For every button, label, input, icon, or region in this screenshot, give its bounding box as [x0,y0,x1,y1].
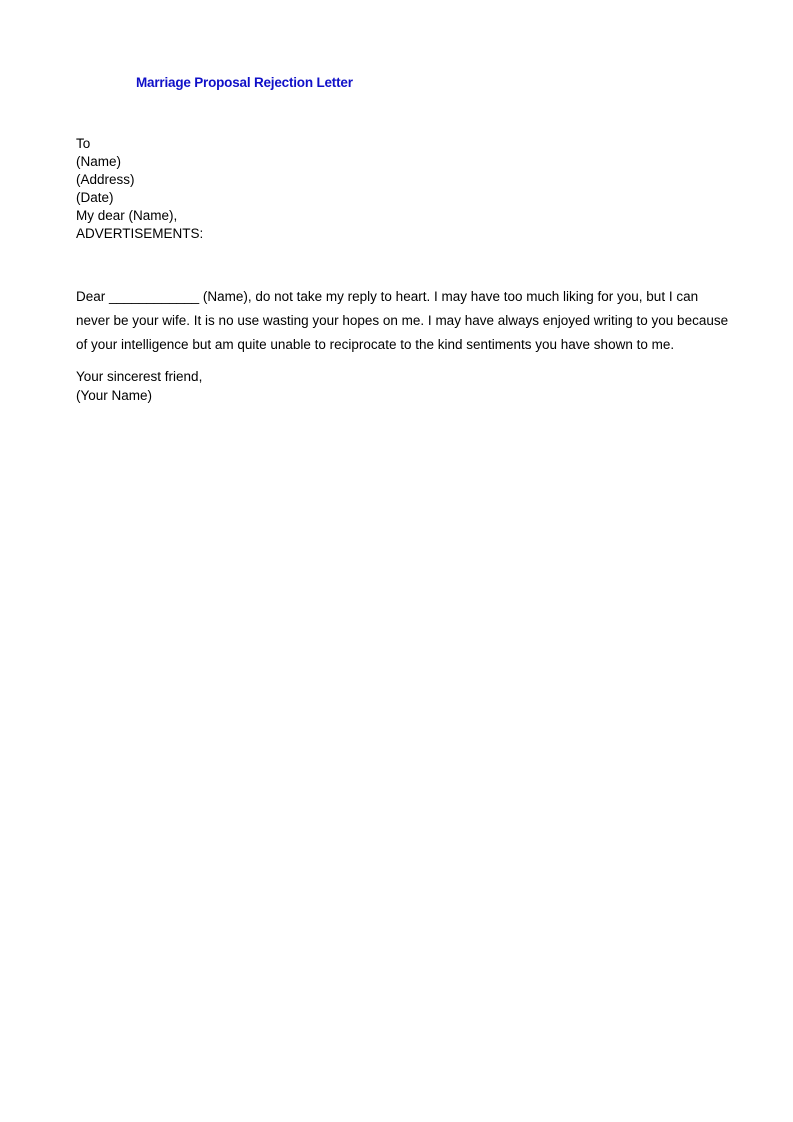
letter-title: Marriage Proposal Rejection Letter [136,75,353,90]
address-line-date: (Date) [76,190,114,205]
address-line-to: To [76,136,91,151]
advertisements-label: ADVERTISEMENTS: [76,226,204,241]
body-line: never be your wife. It is no use wasting your hopes on me. I may have always enjoyed writing to you because [76,313,729,328]
salutation: My dear (Name), [76,208,178,223]
letter-body [76,285,729,357]
letter-closing [76,367,202,405]
signature-name: (Your Name) [76,388,153,403]
address-line-address: (Address) [76,172,135,187]
closing-phrase: Your sincerest friend, [76,369,203,384]
body-line: of your intelligence but am quite unable to reciprocate to the kind sentiments you have shown to me. [76,337,675,352]
address-line-name: (Name) [76,154,122,169]
body-line: Dear ____________ (Name), do not take my reply to heart. I may have too much liking for you, but I can [76,289,699,304]
address-block [76,135,203,243]
